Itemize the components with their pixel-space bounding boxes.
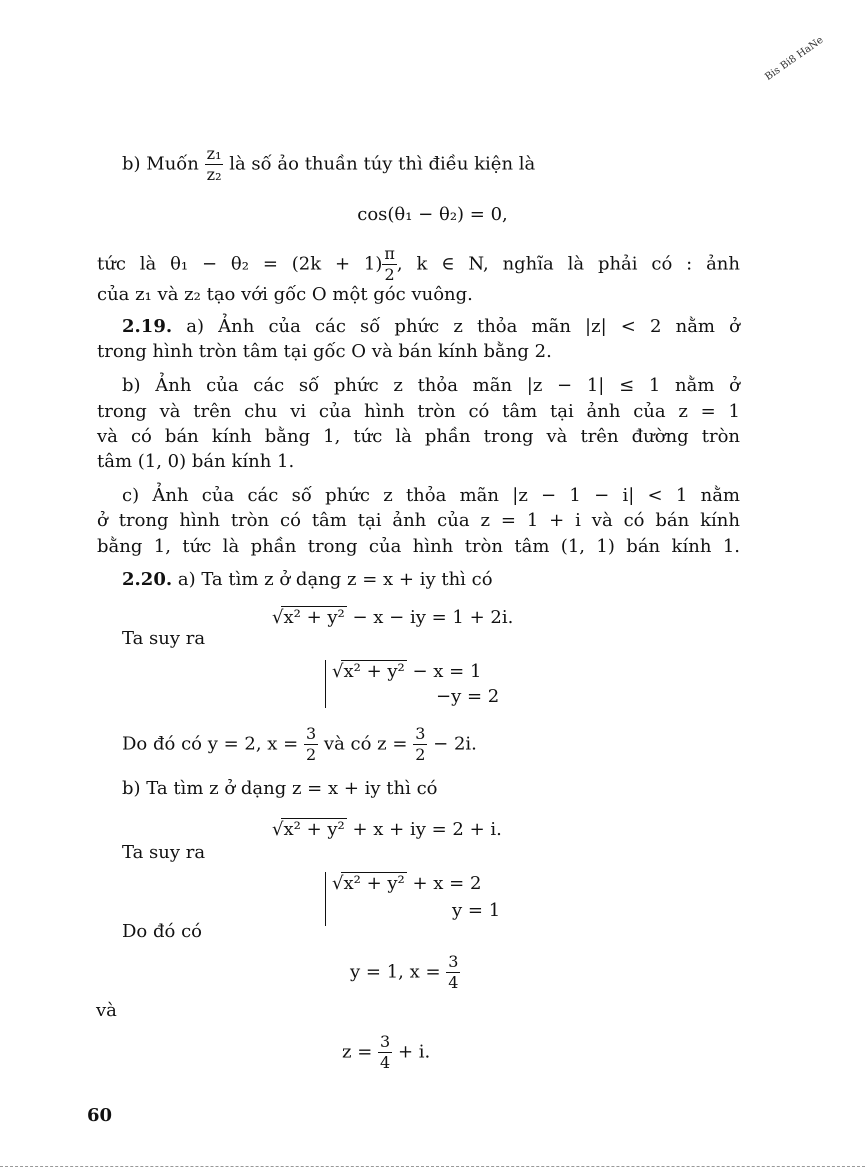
exercise-2-19-c: c) Ảnh của các số phức z thỏa mãn |z − 1 − i| < 1 nằm [122, 485, 740, 506]
para-line: trong và trên chu vi của hình tròn có tâm tại ảnh của z = 1 [97, 401, 740, 422]
para-line: bằng 1, tức là phần trong của hình tròn tâm (1, 1) bán kính 1. [97, 536, 740, 557]
equation-a: √x² + y² − x − iy = 1 + 2i. [272, 607, 514, 628]
para-va: và [96, 1000, 117, 1021]
equation-cos: cos(θ₁ − θ₂) = 0, [357, 204, 508, 225]
system-brace [325, 872, 326, 926]
para-line: và có bán kính bằng 1, tức là phần trong và trên đường tròn [97, 426, 740, 447]
equation-z: z = $\frac{3}{4}$ + i. [342, 1032, 431, 1072]
system-2-line-2: y = 1 [452, 900, 501, 921]
exercise-2-20-a: 2.20. a) Ta tìm z ở dạng z = x + iy thì có [122, 569, 493, 590]
page-number: 60 [87, 1105, 113, 1126]
para-ta-suy-ra: Ta suy ra [122, 842, 206, 863]
para-line: trong hình tròn tâm tại gốc O và bán kính bằng 2. [97, 341, 552, 362]
scan-bottom-edge [0, 1166, 865, 1167]
system-brace [325, 660, 326, 708]
exercise-2-20-b: b) Ta tìm z ở dạng z = x + iy thì có [122, 778, 438, 799]
para-do-do-b: Do đó có [122, 921, 202, 942]
para-tuc-la: tức là θ₁ − θ₂ = (2k + 1) $\frac{\pi}{2}$ , k ∈ N, nghĩa là phải có : ảnh [97, 244, 740, 284]
para-ta-suy-ra: Ta suy ra [122, 628, 206, 649]
para-line: ở trong hình tròn có tâm tại ảnh của z = 1 + i và có bán kính [97, 510, 740, 531]
system-1-line-2: −y = 2 [436, 686, 500, 707]
exercise-label: 2.19. [122, 316, 173, 337]
stamp-text: Bis Bi8 HaNe [763, 34, 826, 83]
exercise-2-19-a: 2.19. a) Ảnh của các số phức z thỏa mãn |z| < 2 nằm ở [122, 316, 740, 337]
para-b-muon: b) Muốn $\frac{\text{z₁}}{\text{z₂}}$ là số ảo thuần túy thì điều kiện là [122, 144, 536, 184]
para-cua-z1: của z₁ và z₂ tạo với gốc O một góc vuông. [97, 284, 473, 305]
library-stamp [752, 24, 830, 102]
para-do-do-a: Do đó có y = 2, x = $\frac{3}{2}$ và có z = $\frac{3}{2}$ − 2i. [122, 724, 477, 764]
equation-y-x: y = 1, x = $\frac{3}{4}$ [350, 952, 459, 992]
exercise-label: 2.20. [122, 569, 173, 590]
exercise-2-19-b: b) Ảnh của các số phức z thỏa mãn |z − 1| ≤ 1 nằm ở [122, 375, 740, 396]
system-2-line-1: √x² + y² + x = 2 [332, 873, 482, 894]
equation-b: √x² + y² + x + iy = 2 + i. [272, 819, 502, 840]
para-line: tâm (1, 0) bán kính 1. [97, 451, 295, 472]
system-1-line-1: √x² + y² − x = 1 [332, 661, 482, 682]
